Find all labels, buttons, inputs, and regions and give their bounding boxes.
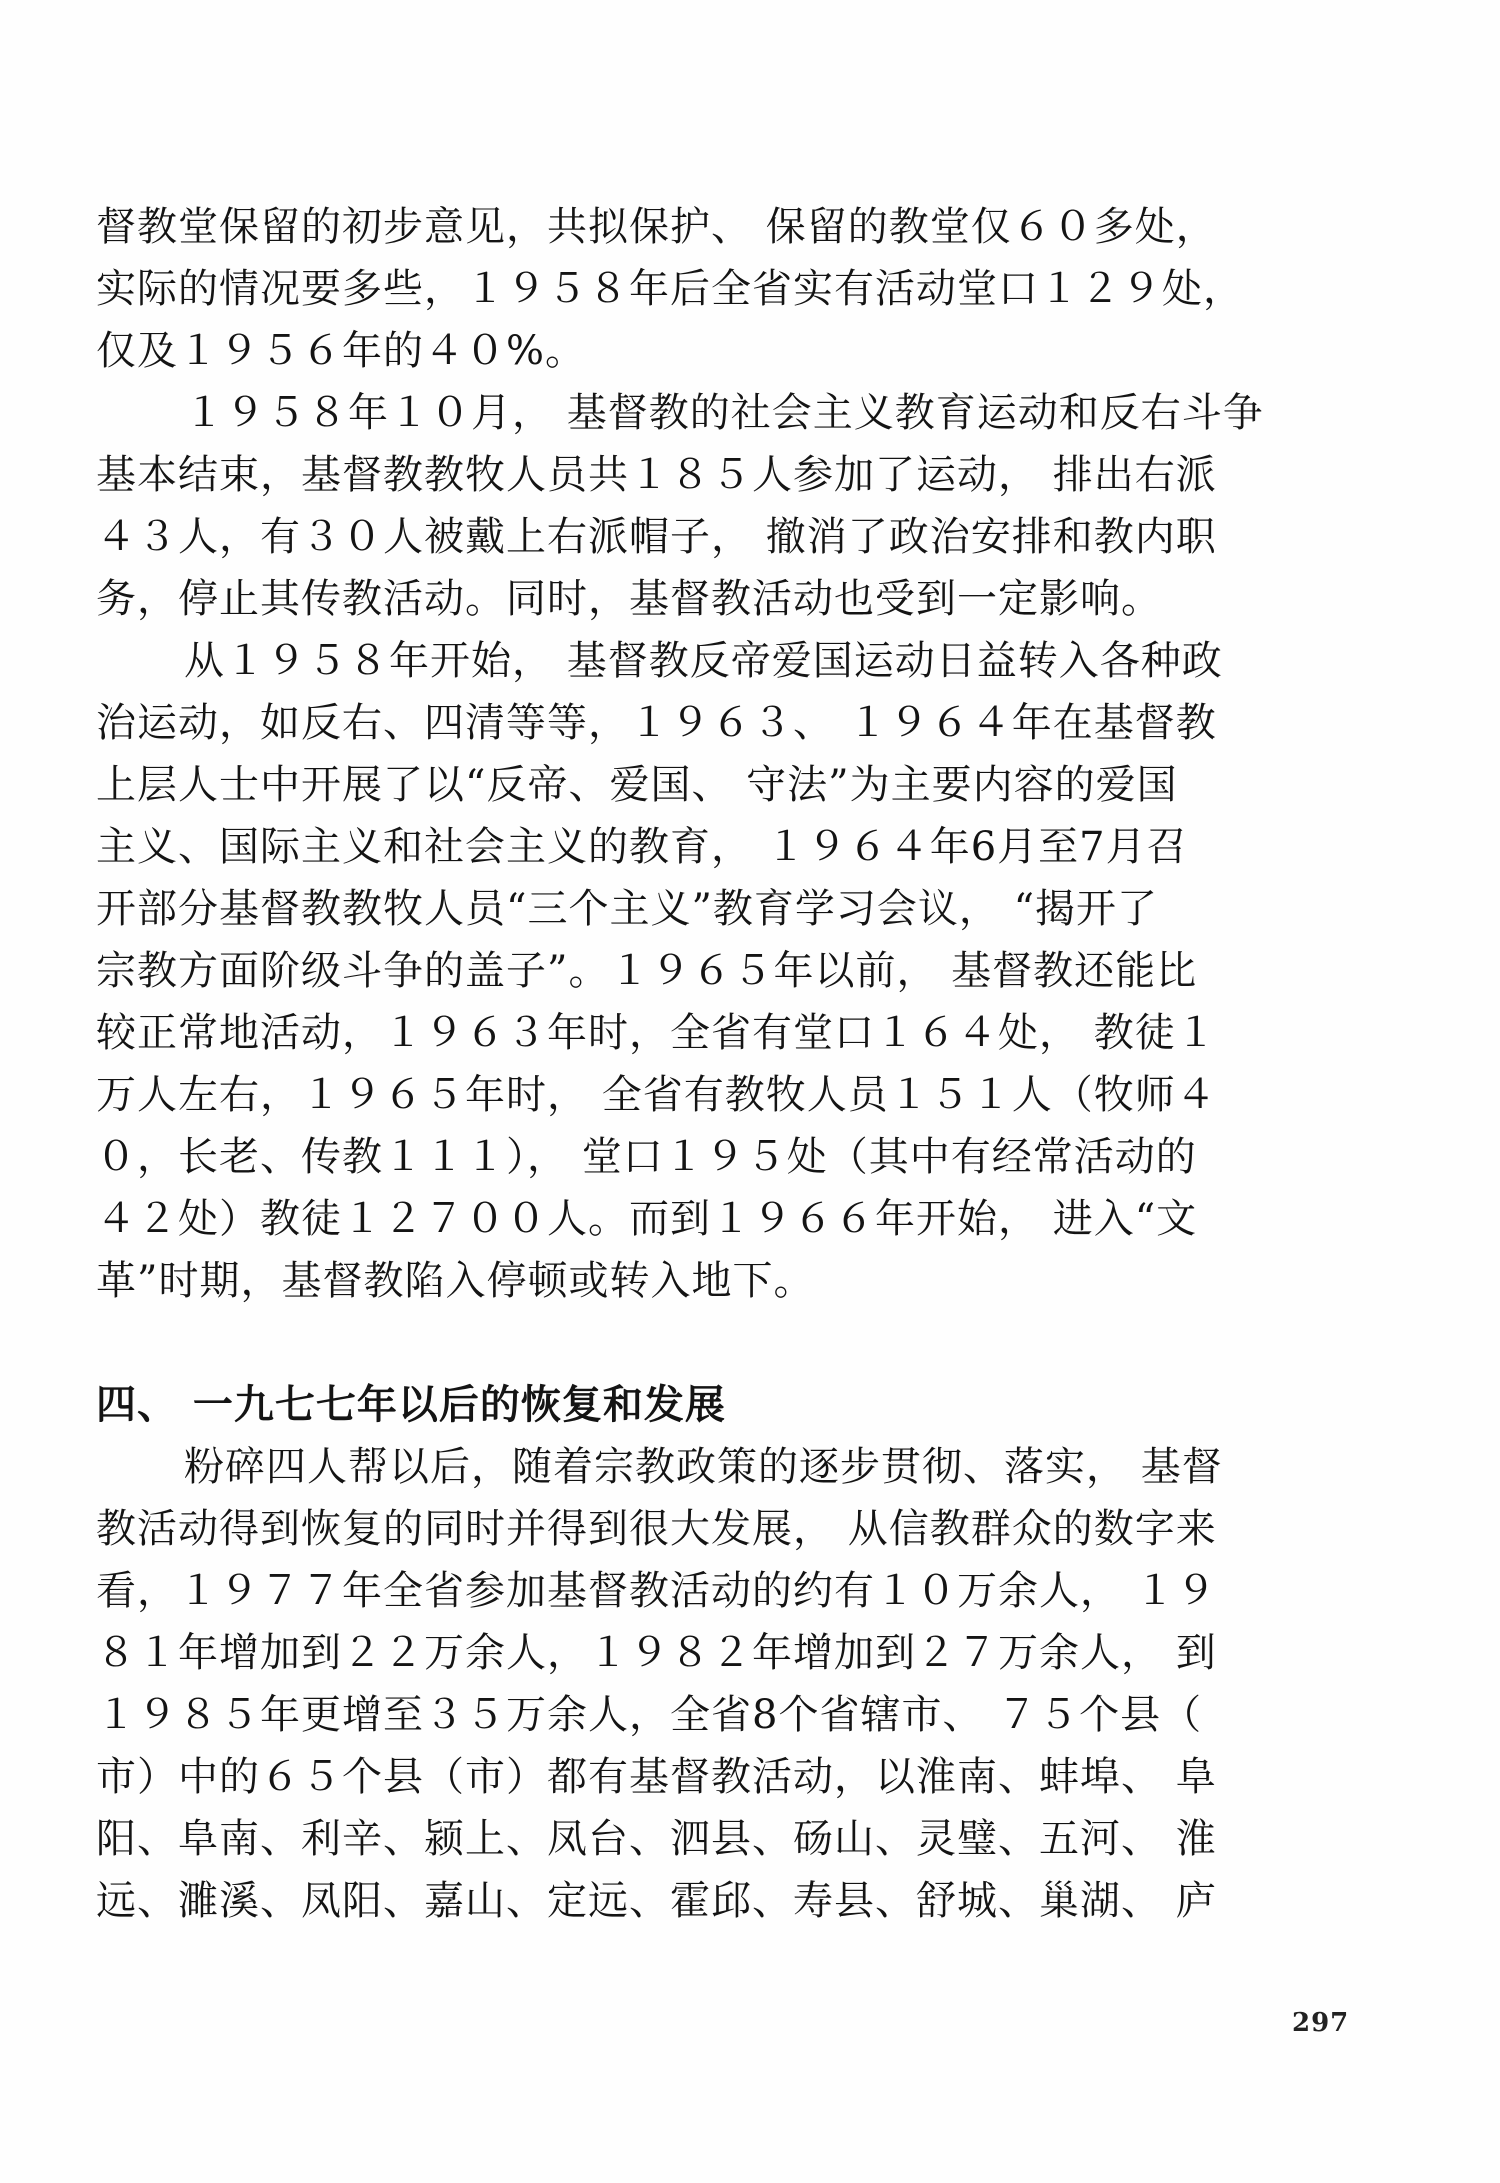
page-number: 297 [1292,2008,1350,2038]
text-line: 上层人士中开展了以“反帝、爱国、 守法”为主要内容的爱国 [96,762,1178,808]
text-line: 看，１９７７年全省参加基督教活动的约有１０万余人， １９ [96,1568,1217,1614]
text-line: 市）中的６５个县（市）都有基督教活动，以淮南、蚌埠、 阜 [96,1754,1217,1800]
text-line: １９８５年更增至３５万余人，全省8个省辖市、 ７５个县（ [96,1692,1203,1738]
text-line: ４３人，有３０人被戴上右派帽子， 撤消了政治安排和教内职 [96,514,1217,560]
text-line: ０，长老、传教１１１）， 堂口１９５处（其中有经常活动的 [96,1134,1197,1180]
text-line: 教活动得到恢复的同时并得到很大发展， 从信教群众的数字来 [96,1506,1217,1552]
body-text [96,196,1426,1932]
text-line: 万人左右，１９６５年时， 全省有教牧人员１５１人（牧师４ [96,1072,1217,1118]
text-line: 远、濉溪、凤阳、嘉山、定远、霍邱、寿县、舒城、巢湖、 庐 [96,1878,1217,1924]
text-line: 阳、阜南、利辛、颍上、凤台、泗县、砀山、灵璧、五河、 淮 [96,1816,1217,1862]
text-line: 督教堂保留的初步意见，共拟保护、 保留的教堂仅６０多处， [96,204,1217,250]
text-line: 实际的情况要多些，１９５８年后全省实有活动堂口１２９处， [96,266,1244,312]
text-line: ４２处）教徒１２７００人。而到１９６６年开始， 进入“文 [96,1196,1198,1242]
section-heading: 四、 一九七七年以后的恢复和发展 [96,1382,726,1428]
paragraph-start-line: 从１９５８年开始， 基督教反帝爱国运动日益转入各种政 [184,638,1223,684]
text-line: 宗教方面阶级斗争的盖子”。１９６５年以前， 基督教还能比 [96,948,1198,994]
text-line: 基本结束，基督教教牧人员共１８５人参加了运动， 排出右派 [96,452,1217,498]
section-spacer [96,1312,1426,1374]
text-line: 较正常地活动，１９６３年时，全省有堂口１６４处， 教徒１ [96,1010,1217,1056]
text-line: ８１年增加到２２万余人，１９８２年增加到２７万余人， 到 [96,1630,1217,1676]
text-line: 开部分基督教教牧人员“三个主义”教育学习会议， “揭开了 [96,886,1159,932]
text-line: 仅及１９５６年的４０%。 [96,328,587,374]
text-line: 革”时期，基督教陷入停顿或转入地下。 [96,1258,815,1304]
text-line: 务，停止其传教活动。同时，基督教活动也受到一定影响。 [96,576,1162,622]
paragraph-start-line: １９５８年１０月， 基督教的社会主义教育运动和反右斗争 [184,390,1264,436]
text-line: 主义、国际主义和社会主义的教育， １９６４年6月至7月召 [96,824,1188,870]
paragraph-start-line: 粉碎四人帮以后，随着宗教政策的逐步贯彻、落实， 基督 [184,1444,1223,1490]
text-line: 治运动，如反右、四清等等，１９６３、 １９６４年在基督教 [96,700,1217,746]
